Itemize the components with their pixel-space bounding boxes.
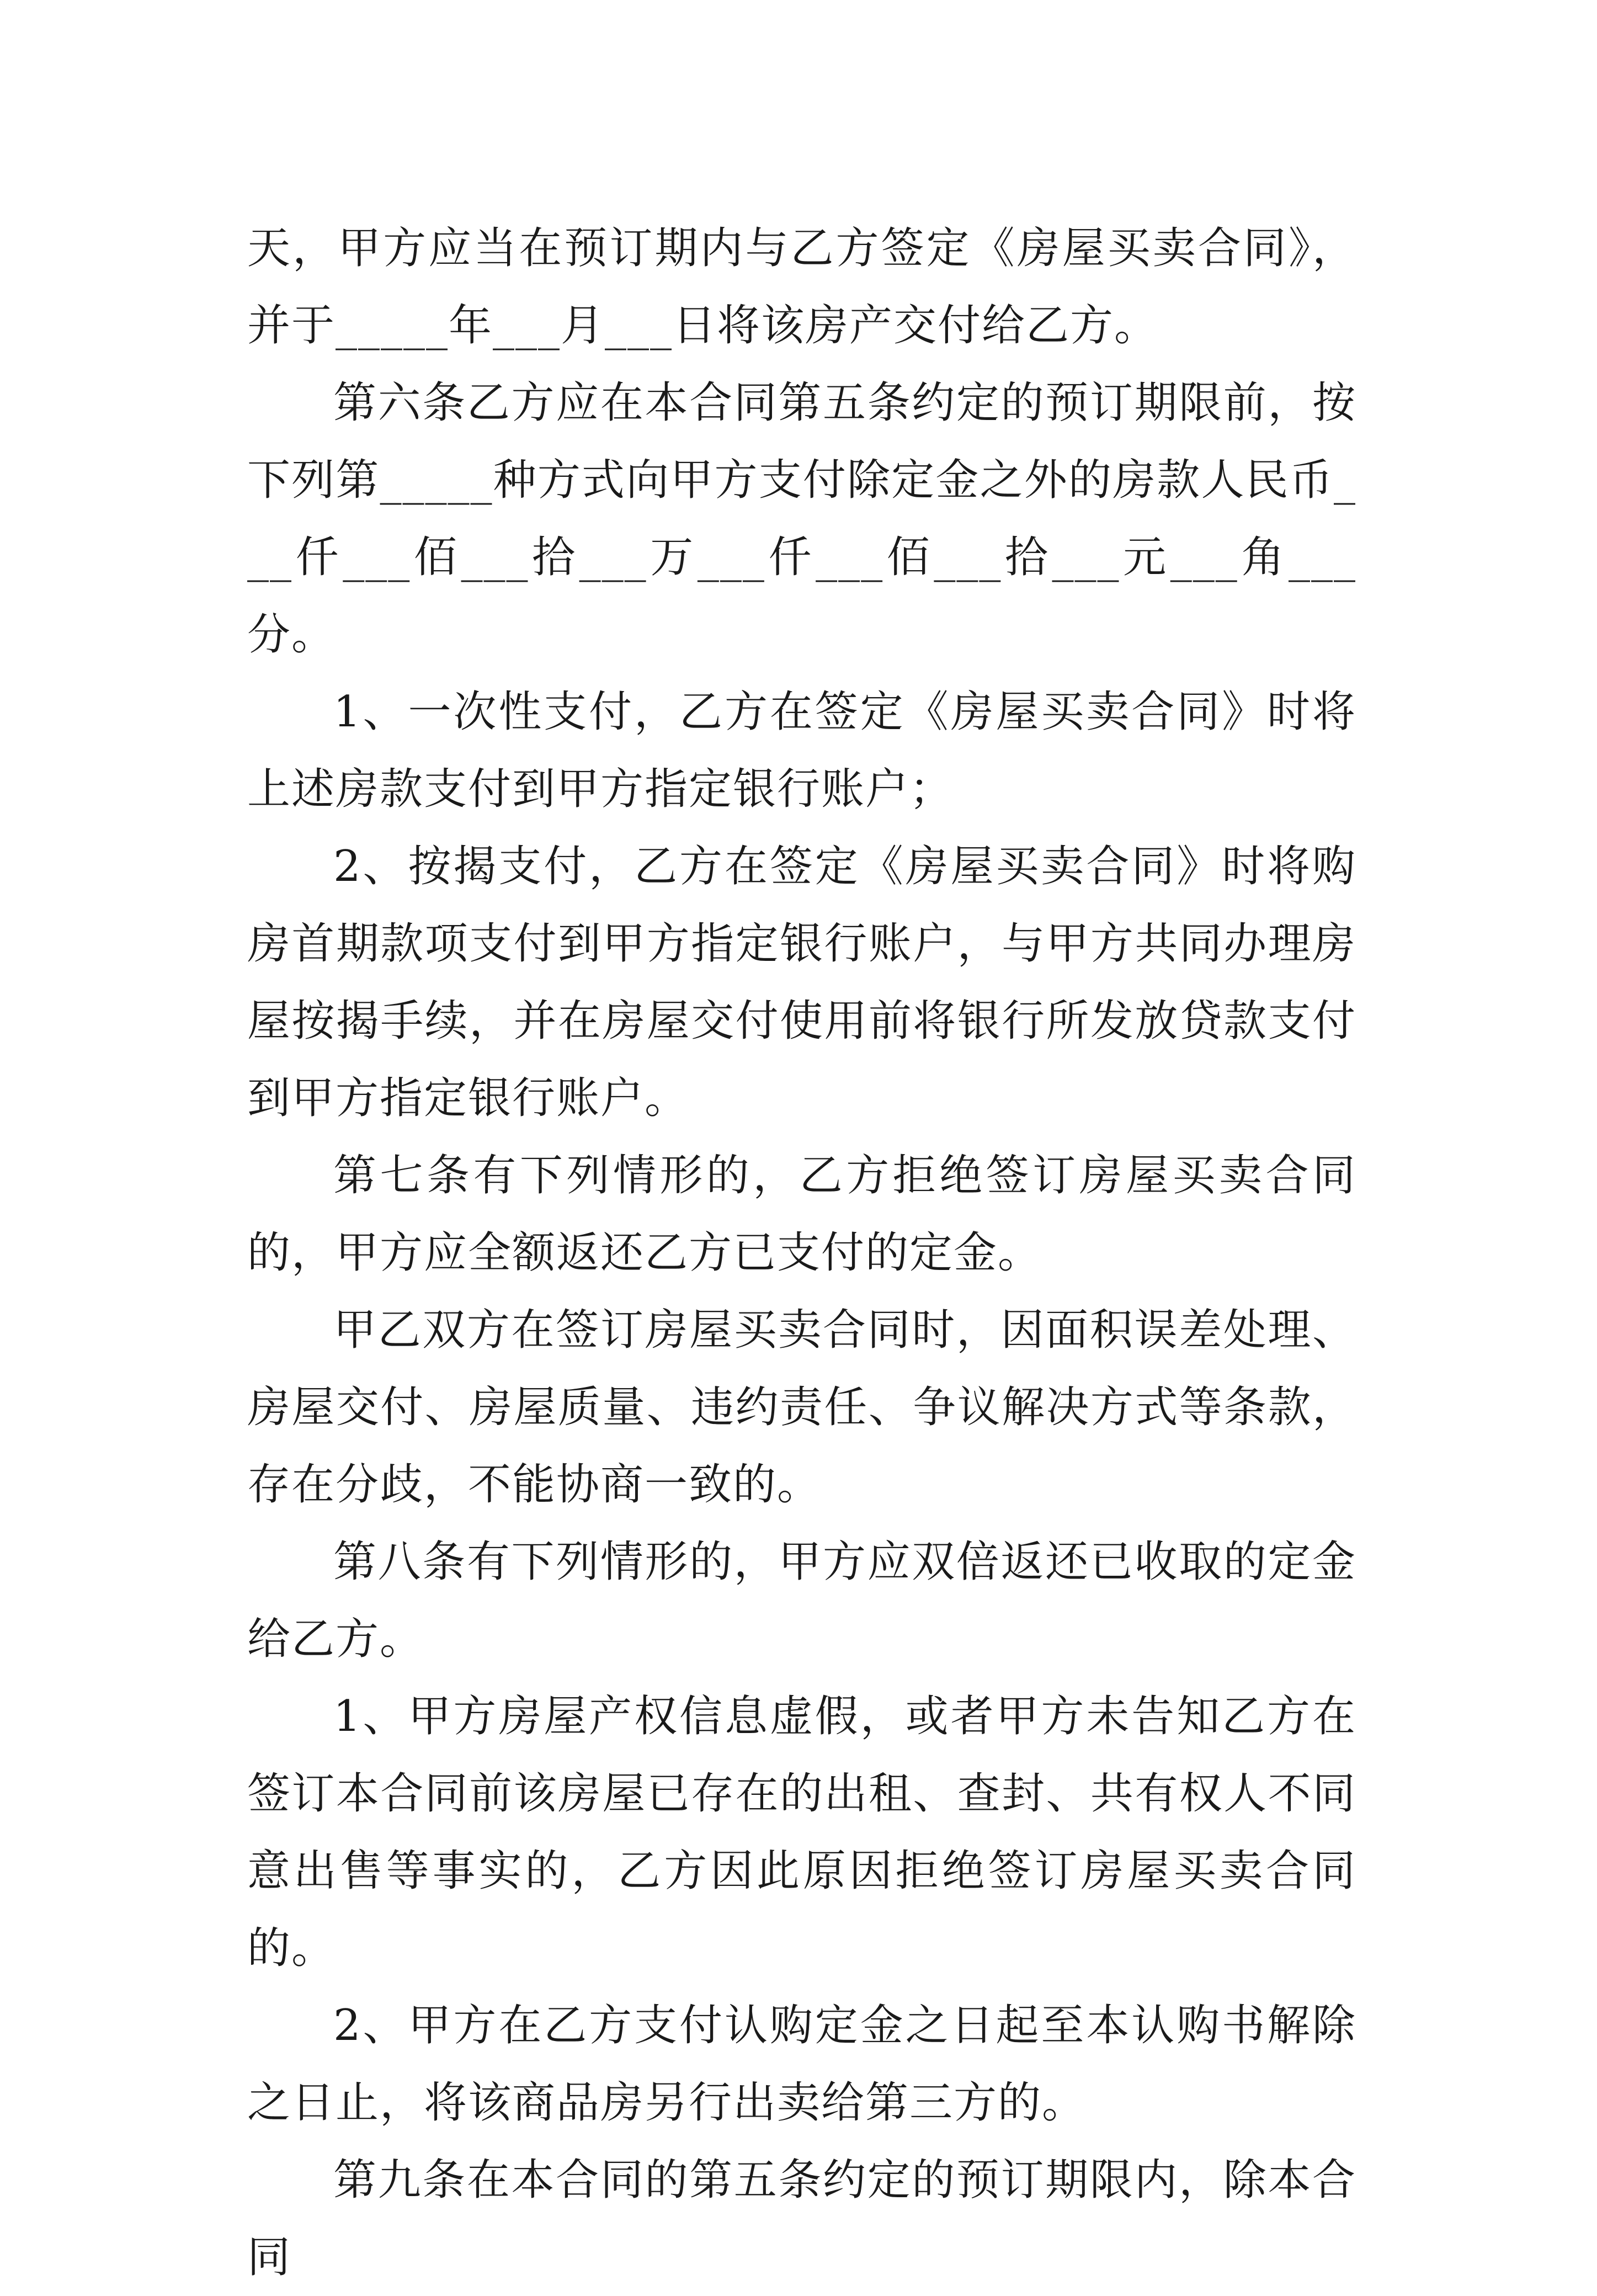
paragraph-article-8: 第八条有下列情形的，甲方应双倍返还已收取的定金给乙方。 — [247, 1537, 1356, 1664]
paragraph-mortgage-payment: 2、按揭支付，乙方在签定《房屋买卖合同》时将购房首期款项支付到甲方指定银行账户，与甲方共同办理房屋按揭手续，并在房屋交付使用前将银行所发放贷款支付到甲方指定银行账户。 — [247, 842, 1356, 1123]
paragraph-article-6: 第六条乙方应在本合同第五条约定的预订期限前，按下列第_____种方式向甲方支付除定金之外的房款人民币___仟___佰___拾___万___仟___佰___拾___元___角___分。 — [247, 378, 1356, 660]
paragraph-1: 天，甲方应当在预订期内与乙方签定《房屋买卖合同》，并于_____年___月___日将该房产交付给乙方。 — [247, 224, 1356, 350]
paragraph-resale: 2、甲方在乙方支付认购定金之日起至本认购书解除之日止，将该商品房另行出卖给第三方的。 — [247, 2001, 1356, 2128]
paragraph-article-7: 第七条有下列情形的，乙方拒绝签订房屋买卖合同的，甲方应全额返还乙方已支付的定金。 — [247, 1151, 1356, 1278]
paragraph-disagreement: 甲乙双方在签订房屋买卖合同时，因面积误差处理、房屋交付、房屋质量、违约责任、争议解决方式等条款，存在分歧，不能协商一致的。 — [247, 1305, 1356, 1510]
paragraph-article-9: 第九条在本合同的第五条约定的预订期限内，除本合同 — [247, 2155, 1356, 2282]
paragraph-lump-sum-payment: 1、一次性支付，乙方在签定《房屋买卖合同》时将上述房款支付到甲方指定银行账户； — [247, 687, 1356, 814]
paragraph-false-info: 1、甲方房屋产权信息虚假，或者甲方未告知乙方在签订本合同前该房屋已存在的出租、查封、共有权人不同意出售等事实的，乙方因此原因拒绝签订房屋买卖合同的。 — [247, 1692, 1356, 1973]
document-body — [247, 210, 1356, 2296]
